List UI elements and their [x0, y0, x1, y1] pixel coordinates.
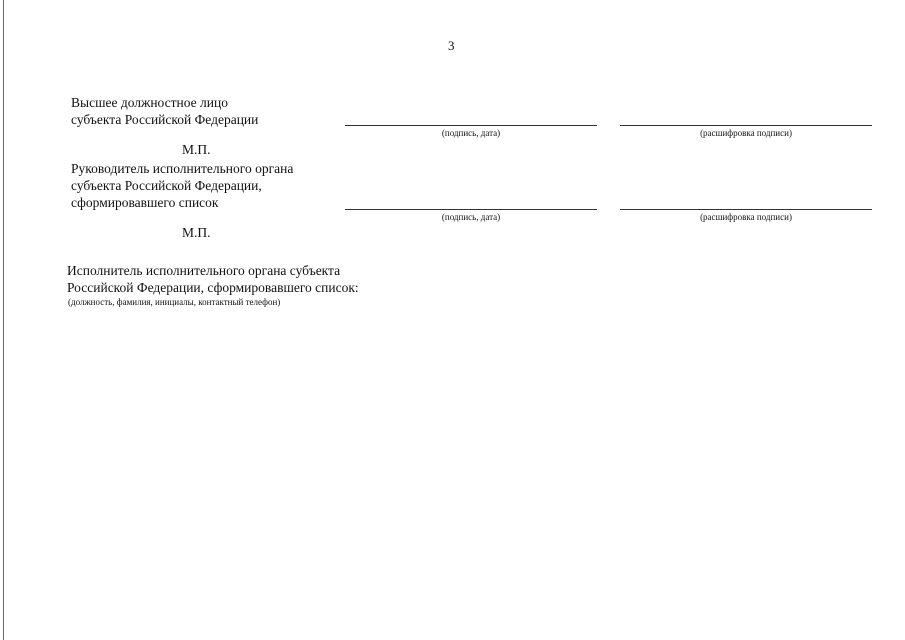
page-left-edge: [3, 0, 4, 640]
official-stamp-label: М.П.: [182, 142, 211, 157]
head-signature-line: [345, 209, 597, 210]
head-title-line-3: сформировавшего список: [71, 195, 219, 210]
official-title: [71, 94, 258, 128]
executor-title-line-2: Российской Федерации, сформировавшего список:: [67, 280, 359, 295]
head-title: [71, 160, 293, 211]
head-stamp-label: М.П.: [182, 225, 211, 240]
official-signature-caption: (подпись, дата): [441, 128, 501, 138]
official-decoding-line: [620, 125, 872, 126]
executor-title: [67, 262, 359, 296]
executor-caption: (должность, фамилия, инициалы, контактный телефон): [68, 297, 281, 307]
executor-title-line-1: Исполнитель исполнительного органа субъекта: [67, 263, 341, 278]
official-title-line-2: субъекта Российской Федерации: [71, 112, 259, 127]
head-signature-caption: (подпись, дата): [441, 212, 501, 222]
head-decoding-line: [620, 209, 872, 210]
official-signature-line: [345, 125, 597, 126]
official-title-line-1: Высшее должностное лицо: [71, 95, 228, 110]
head-title-line-1: Руководитель исполнительного органа: [71, 161, 294, 176]
head-title-line-2: субъекта Российской Федерации,: [71, 178, 262, 193]
page-number: 3: [448, 38, 455, 53]
official-decoding-caption: (расшифровка подписи): [700, 128, 792, 138]
head-decoding-caption: (расшифровка подписи): [700, 212, 792, 222]
